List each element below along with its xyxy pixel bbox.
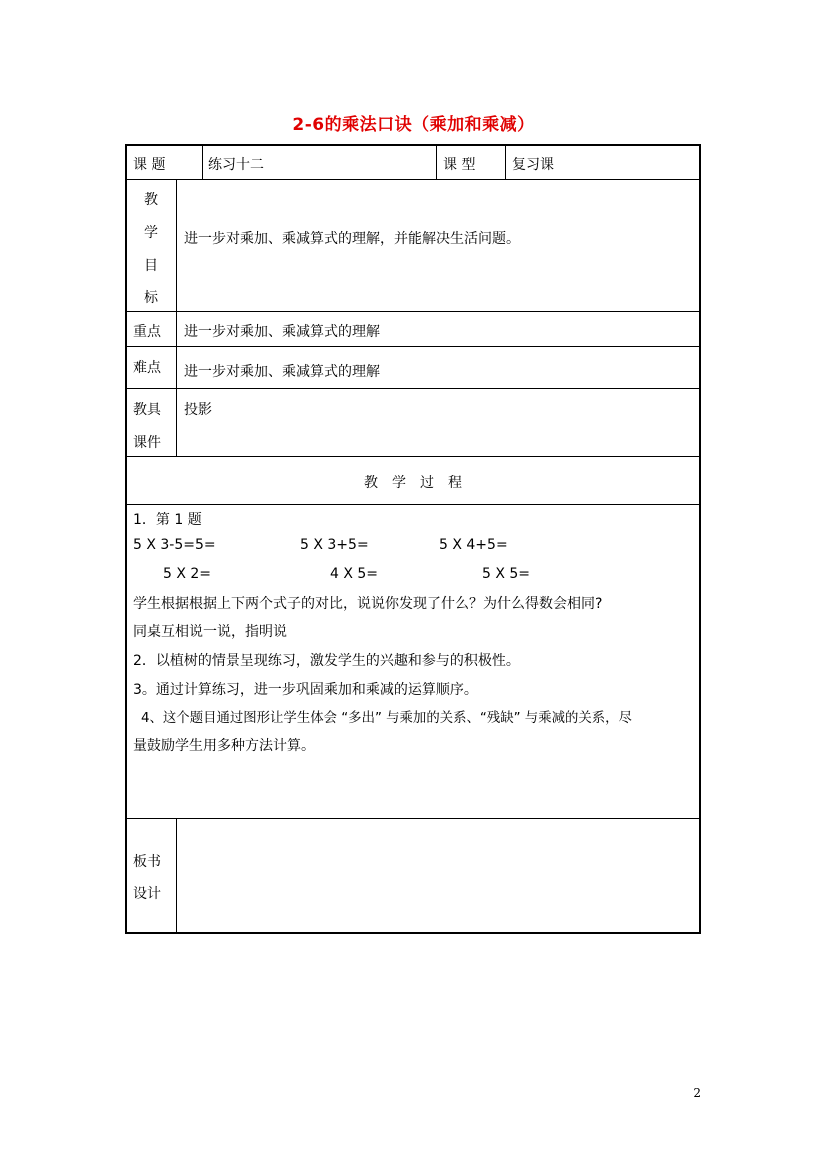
tools-label-line1: 教具 [133,402,161,418]
equation: 4 X 5= [330,566,379,582]
row-divider [127,311,699,312]
row-divider [127,456,699,457]
col-divider [436,146,437,179]
equation: 5 X 4+5= [439,537,508,553]
equation: 5 X 3+5= [300,537,369,553]
equation: 5 X 5= [482,566,531,582]
page-number: 2 [693,1086,701,1100]
row-divider [127,504,699,505]
row-divider [127,179,699,180]
process-line: 2．以植树的情景呈现练习，激发学生的兴趣和参与的积极性。 [133,653,520,669]
row-divider [127,388,699,389]
process-line: 学生根据根据上下两个式子的对比，说说你发现了什么？为什么得数会相同? [133,596,603,612]
equation: 5 X 2= [163,566,212,582]
key-point-value: 进一步对乘加、乘减算式的理解 [184,324,380,340]
process-line: 量鼓励学生用多种方法计算。 [133,738,315,754]
process-line: 3。通过计算练习，进一步巩固乘加和乘减的运算顺序。 [133,682,478,698]
process-line: 4、这个题目通过图形让学生体会 “多出” 与乘加的关系、“残缺” 与乘减的关系，尽 [141,711,632,726]
lesson-plan-table [125,144,701,934]
process-header: 教 学 过 程 [364,475,462,491]
row-divider [127,818,699,819]
board-label-line2: 设计 [133,886,161,902]
col-divider [505,146,506,179]
board-label-line1: 板书 [133,854,161,870]
equation: 5 X 3-5=5= [133,537,216,553]
col-divider [176,818,177,932]
type-value: 复习课 [512,157,554,173]
tools-value: 投影 [184,402,212,418]
objectives-label-char: 标 [144,290,158,306]
process-item1-title: 1．第 1 题 [133,512,202,528]
tools-label-line2: 课件 [133,435,161,451]
row-divider [127,346,699,347]
type-label: 课 型 [443,157,476,173]
objectives-label-char: 学 [144,225,158,241]
objectives-label-char: 目 [144,258,158,274]
page-title: 2-6的乘法口诀（乘加和乘减） [292,115,535,135]
col-divider [202,146,203,179]
key-point-label: 重点 [133,324,161,340]
objectives-value: 进一步对乘加、乘减算式的理解，并能解决生活问题。 [184,231,520,247]
topic-value: 练习十二 [208,157,264,173]
process-line: 同桌互相说一说，指明说 [133,624,287,640]
objectives-label-char: 教 [144,192,158,208]
difficulty-label: 难点 [133,360,161,376]
topic-label: 课 题 [133,157,166,173]
difficulty-value: 进一步对乘加、乘减算式的理解 [184,364,380,380]
col-divider [176,179,177,456]
